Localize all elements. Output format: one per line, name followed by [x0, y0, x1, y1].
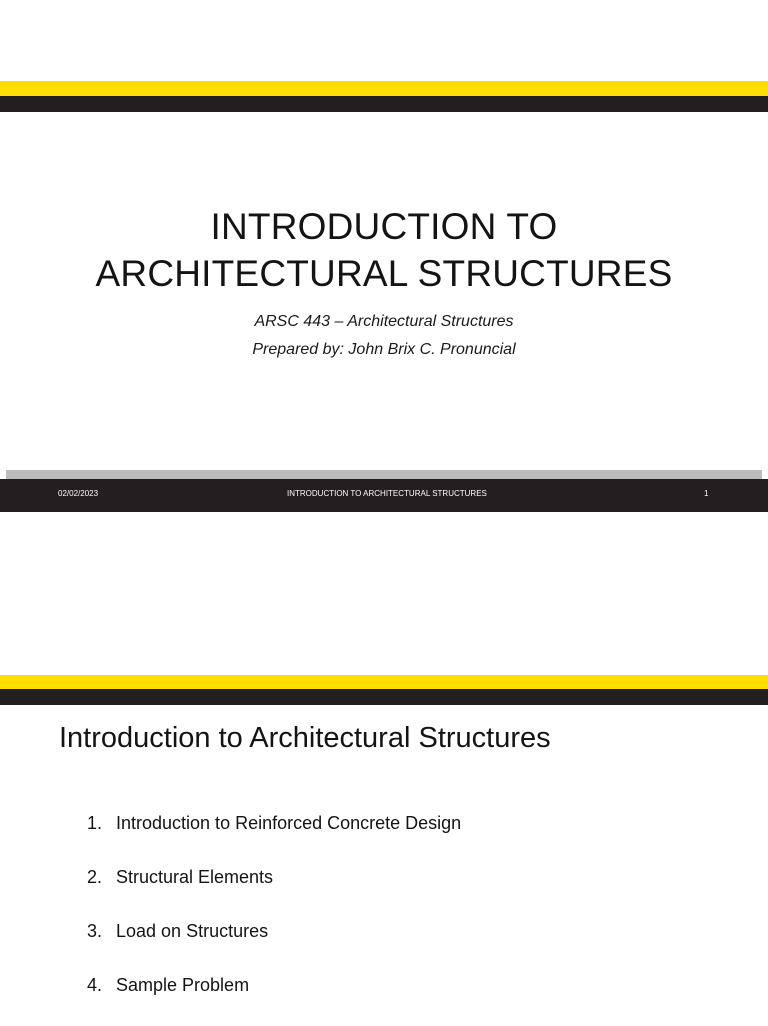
agenda-list — [87, 810, 461, 1026]
footer-title: INTRODUCTION TO ARCHITECTURAL STRUCTURES — [287, 489, 487, 498]
agenda-slide — [0, 512, 768, 1024]
list-item-label: Introduction to Reinforced Concrete Design — [116, 813, 462, 833]
slide-subtitle — [0, 308, 768, 364]
list-item-number: 2. — [87, 867, 103, 887]
header-black-band — [0, 96, 768, 112]
list-item-label: Load on Structures — [116, 921, 269, 941]
list-item — [87, 918, 461, 972]
agenda-title: Introduction to Architectural Structures — [59, 722, 551, 754]
header-yellow-band — [0, 81, 768, 96]
list-item — [87, 864, 461, 918]
slide-title-line-2: ARCHITECTURAL STRUCTURES — [95, 253, 673, 294]
course-subtitle: ARSC 443 – Architectural Structures — [254, 313, 514, 330]
footer-date: 02/02/2023 — [58, 489, 99, 498]
header-yellow-band — [0, 675, 768, 689]
author-subtitle: Prepared by: John Brix C. Pronuncial — [252, 341, 516, 358]
slide-title — [0, 203, 768, 297]
list-item — [87, 972, 461, 1026]
list-item-number: 1. — [87, 813, 103, 833]
list-item-number: 3. — [87, 921, 103, 941]
list-item-label: Sample Problem — [116, 975, 250, 995]
list-item-number: 4. — [87, 975, 103, 995]
title-slide — [0, 0, 768, 512]
list-item-label: Structural Elements — [116, 867, 274, 887]
footer-page-number: 1 — [704, 489, 709, 498]
slide-title-line-1: INTRODUCTION TO — [210, 206, 558, 247]
list-item — [87, 810, 461, 864]
header-black-band — [0, 689, 768, 705]
